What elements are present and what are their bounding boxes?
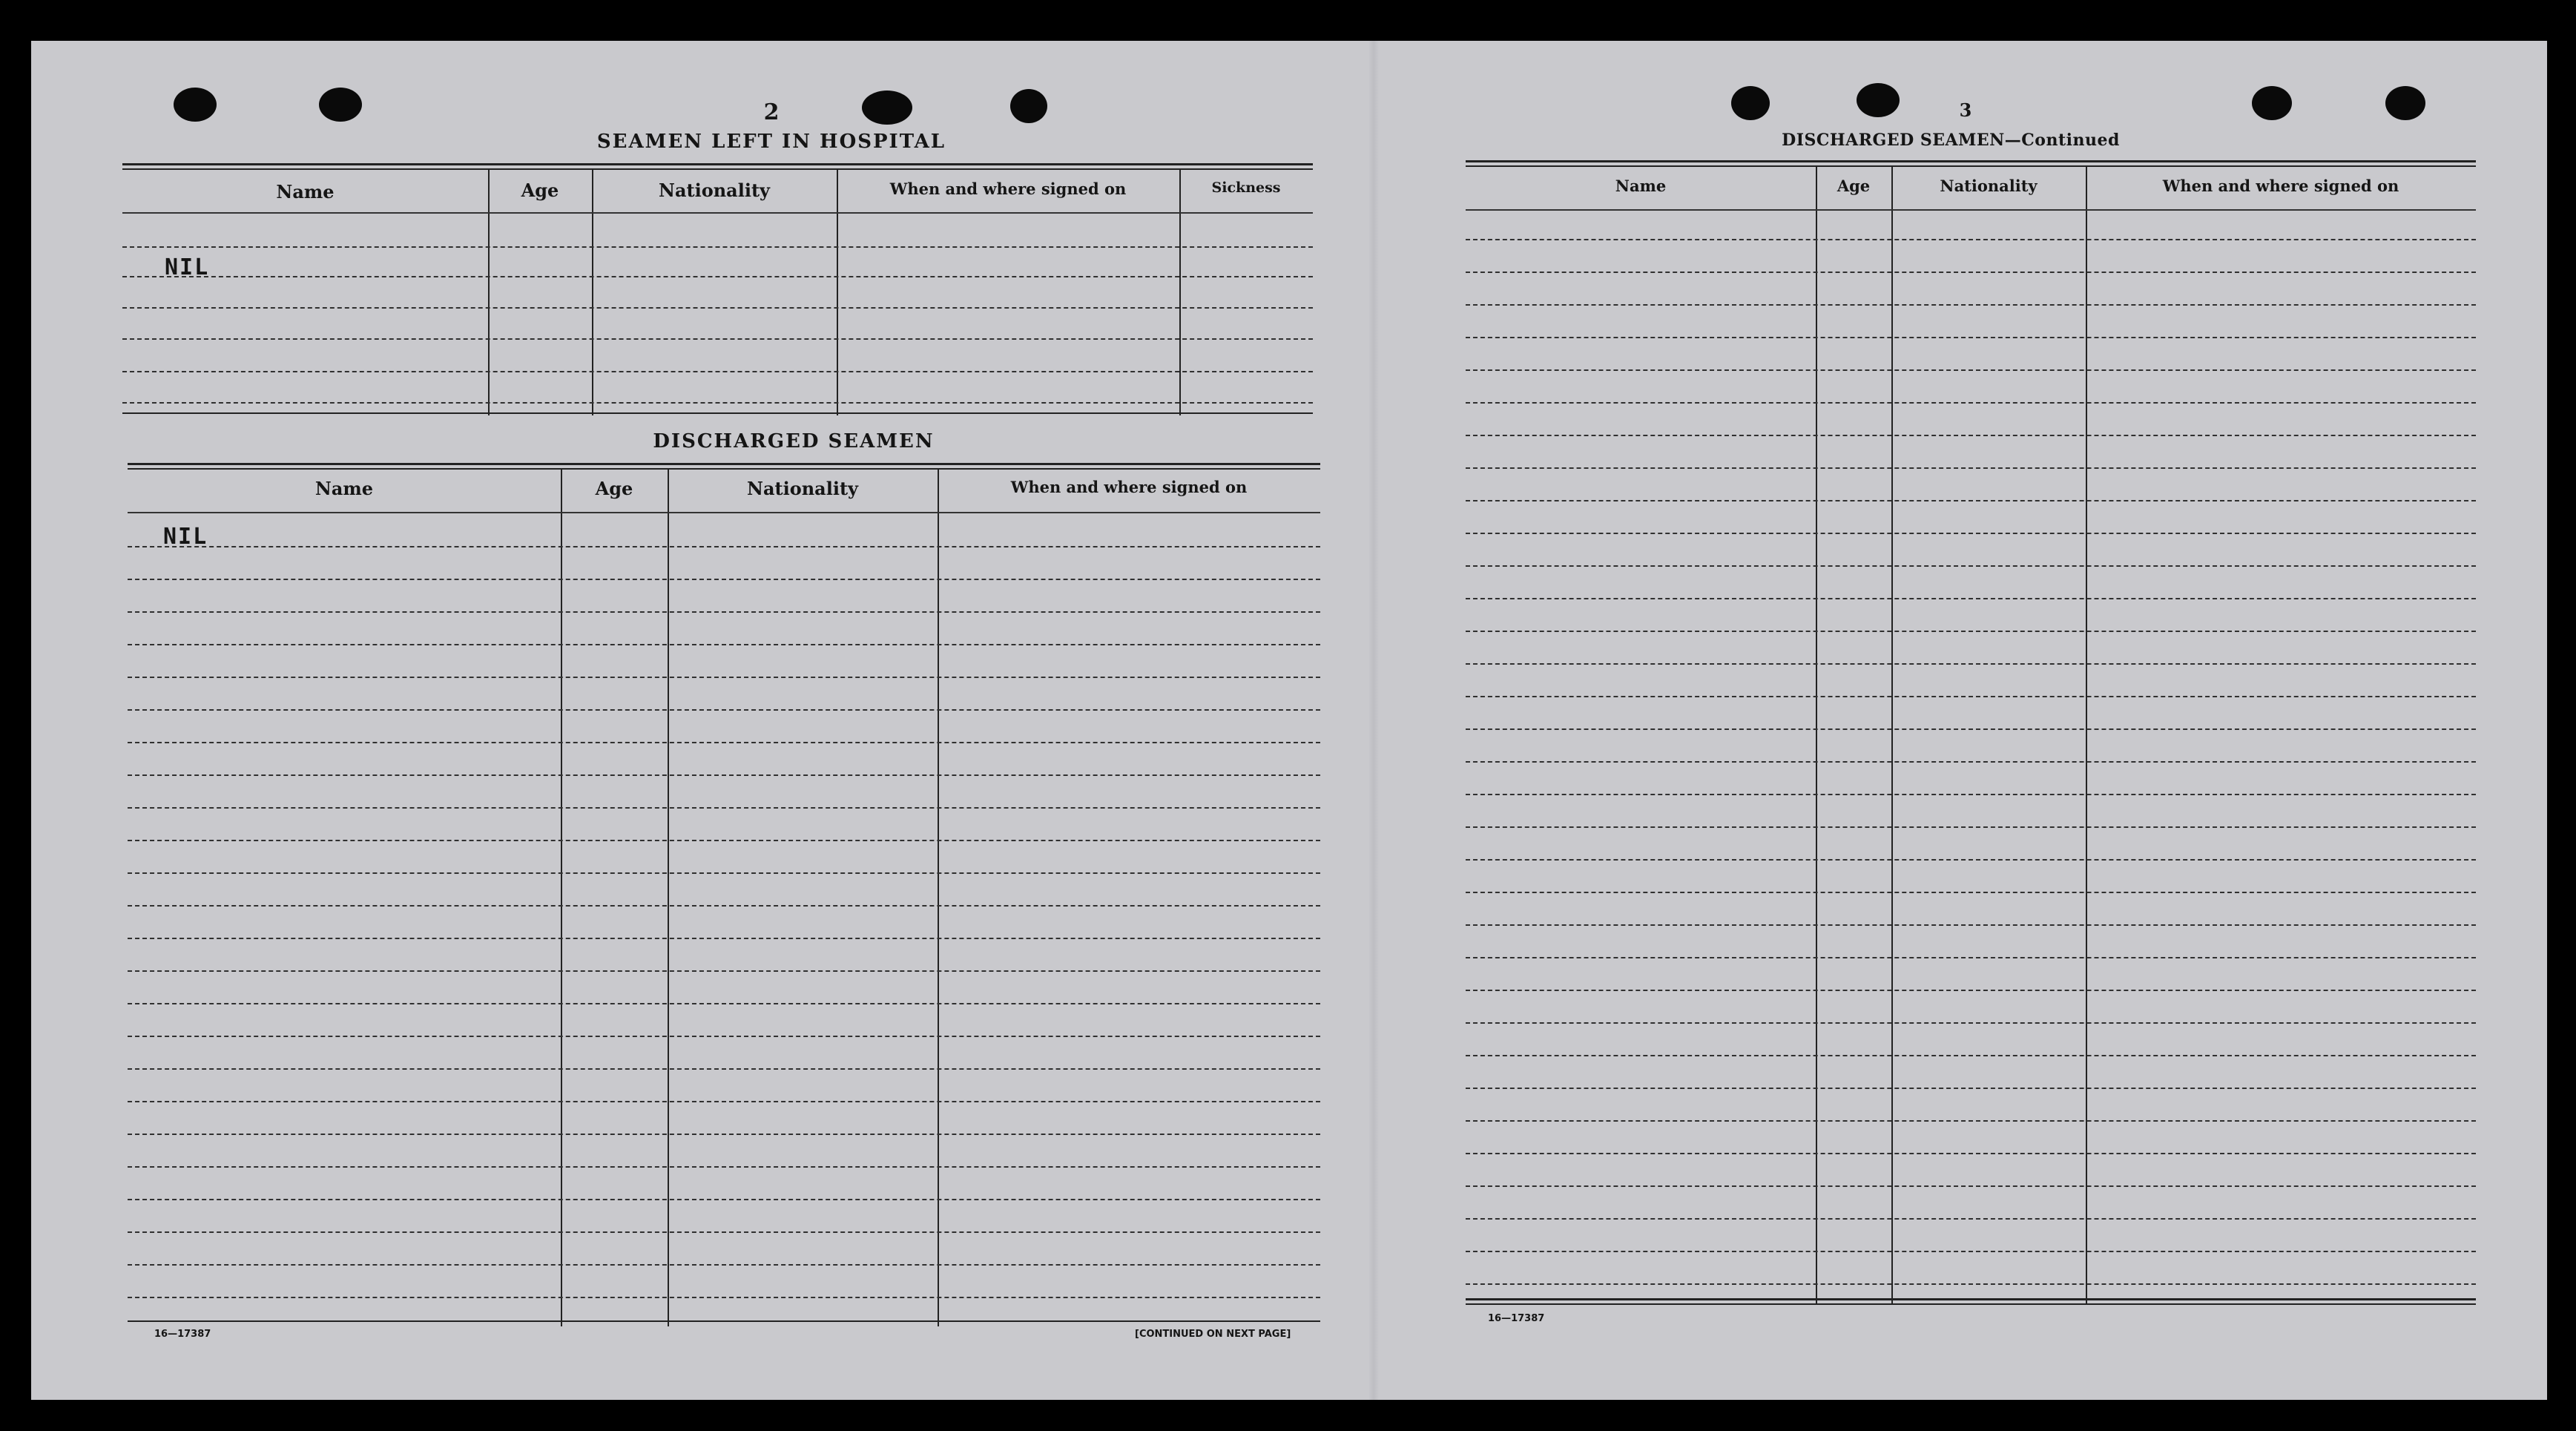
- col-header-nationality: Nationality: [659, 180, 770, 201]
- col-header-when-where: When and where signed on: [1010, 478, 1248, 496]
- discharged-continued-table: [1466, 160, 2476, 1304]
- col-header-nationality: Nationality: [1940, 177, 2038, 195]
- hospital-table: [122, 163, 1313, 415]
- col-header-when-where: When and where signed on: [889, 180, 1127, 198]
- page-number-left: 2: [763, 99, 780, 125]
- punch-hole: [862, 91, 912, 125]
- col-header-name: Name: [276, 181, 335, 203]
- page-number-right: 3: [1959, 99, 1972, 121]
- continued-note: [CONTINUED ON NEXT PAGE]: [1135, 1329, 1291, 1340]
- col-header-name: Name: [1615, 177, 1667, 195]
- col-header-name: Name: [314, 478, 374, 499]
- page-fold: [1368, 41, 1379, 1400]
- col-header-age: Age: [521, 180, 559, 201]
- punch-hole: [2385, 86, 2425, 120]
- punch-hole: [2252, 86, 2292, 120]
- form-number-right: 16—17387: [1488, 1313, 1545, 1324]
- discharged-table: [128, 463, 1320, 1323]
- punch-hole: [1731, 86, 1770, 120]
- punch-hole: [1010, 89, 1047, 123]
- col-header-when-where: When and where signed on: [2162, 177, 2399, 195]
- col-header-age: Age: [1837, 177, 1871, 195]
- col-header-sickness: Sickness: [1211, 180, 1281, 196]
- hospital-entry-nil: NIL: [165, 254, 210, 280]
- col-header-age: Age: [595, 478, 633, 499]
- punch-hole: [174, 88, 217, 122]
- discharged-title: DISCHARGED SEAMEN: [653, 430, 935, 453]
- discharged-entry-nil: NIL: [163, 524, 208, 550]
- punch-hole: [319, 88, 362, 122]
- discharged-continued-title: DISCHARGED SEAMEN—Continued: [1782, 131, 2120, 150]
- form-number-left: 16—17387: [154, 1329, 211, 1340]
- punch-hole: [1857, 83, 1900, 117]
- hospital-title: SEAMEN LEFT IN HOSPITAL: [596, 131, 946, 153]
- col-header-nationality: Nationality: [747, 478, 858, 499]
